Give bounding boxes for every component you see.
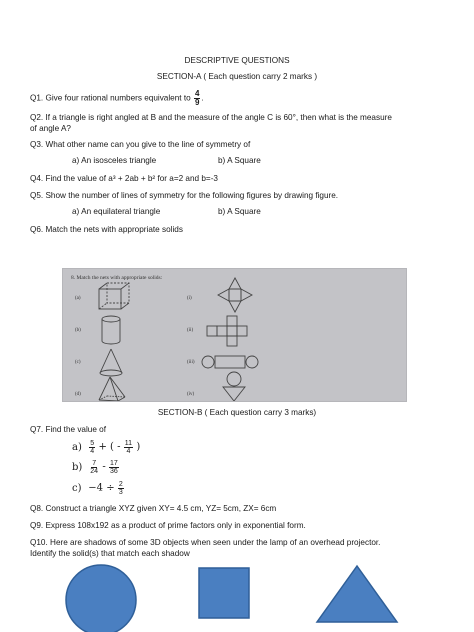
photo-header: 8. Match the nets with appropriate solids:: [71, 275, 163, 281]
question-3: Q3. What other name can you give to the line of symmetry of: [30, 140, 251, 149]
question-9: Q9. Express 108x192 as a product of prime factors only in exponential form.: [30, 521, 306, 530]
question-6: Q6. Match the nets with appropriate solids: [30, 225, 183, 234]
question-10-line-2: Identify the solid(s) that match each shadow: [30, 549, 190, 558]
fraction: $\frac{5}{4}$: [90, 440, 95, 455]
photo-label-iv: (iv): [187, 392, 195, 397]
question-1: [30, 90, 204, 107]
numerator: 4: [194, 89, 200, 98]
photo-label-d: (d): [75, 392, 81, 397]
question-7-part-c: c) −4 ÷ $\frac{2}{3}$: [72, 481, 123, 496]
fraction: $\frac{17}{36}$: [110, 460, 118, 475]
question-3-option-a: a) An isosceles triangle: [72, 156, 157, 165]
photo-label-a: (a): [75, 296, 81, 301]
question-3-option-b: b) A Square: [218, 156, 261, 165]
fraction: $\frac{7}{24}$: [90, 460, 99, 475]
question-1-text: Q1. Give four rational numbers equivalent to: [30, 93, 191, 103]
photo-label-i: (i): [187, 296, 192, 301]
photo-label-c: (c): [75, 360, 81, 365]
question-1-end: .: [201, 93, 204, 103]
shadows-figure: [0, 562, 474, 632]
square-shadow: [199, 568, 249, 618]
question-7-part-b: b) $\frac{7}{24}$ - $\frac{17}{36}$: [72, 460, 118, 475]
section-b-heading: SECTION-B ( Each question carry 3 marks): [157, 408, 317, 417]
question-5: Q5. Show the number of lines of symmetry for the following figures by drawing figure.: [30, 191, 339, 200]
photo-label-iii: (iii): [187, 360, 195, 365]
question-7-part-a: a) $\frac{5}{4}$ + ( - $\frac{11}{4}$ ): [72, 440, 141, 455]
fraction: $\frac{11}{4}$: [124, 440, 133, 455]
photo-label-ii: (ii): [187, 328, 194, 333]
denominator: 9: [194, 98, 200, 107]
triangle-shadow: [317, 566, 397, 622]
photo-label-b: (b): [75, 328, 81, 333]
fraction: [194, 90, 200, 107]
circle-shadow: [66, 565, 136, 632]
question-5-option-a: a) An equilateral triangle: [72, 207, 161, 216]
question-2-line-2: of angle A?: [30, 124, 71, 133]
question-10-line-1: Q10. Here are shadows of some 3D objects when seen under the lamp of an overhead projector.: [30, 538, 381, 547]
question-8: Q8. Construct a triangle XYZ given XY= 4.5 cm, YZ= 5cm, ZX= 6cm: [30, 504, 277, 513]
question-5-option-b: b) A Square: [218, 207, 261, 216]
fraction: $\frac{2}{3}$: [118, 481, 123, 496]
nets-photo: [62, 268, 407, 402]
page-title: DESCRIPTIVE QUESTIONS: [184, 56, 290, 65]
question-2-line-1: Q2. If a triangle is right angled at B and the measure of the angle C is 60°, then what is the measure: [30, 113, 392, 122]
question-7: Q7. Find the value of: [30, 425, 107, 434]
section-a-heading: SECTION-A ( Each question carry 2 marks ): [156, 72, 318, 81]
question-4: Q4. Find the value of a³ + 2ab + b² for a=2 and b=-3: [30, 174, 218, 183]
